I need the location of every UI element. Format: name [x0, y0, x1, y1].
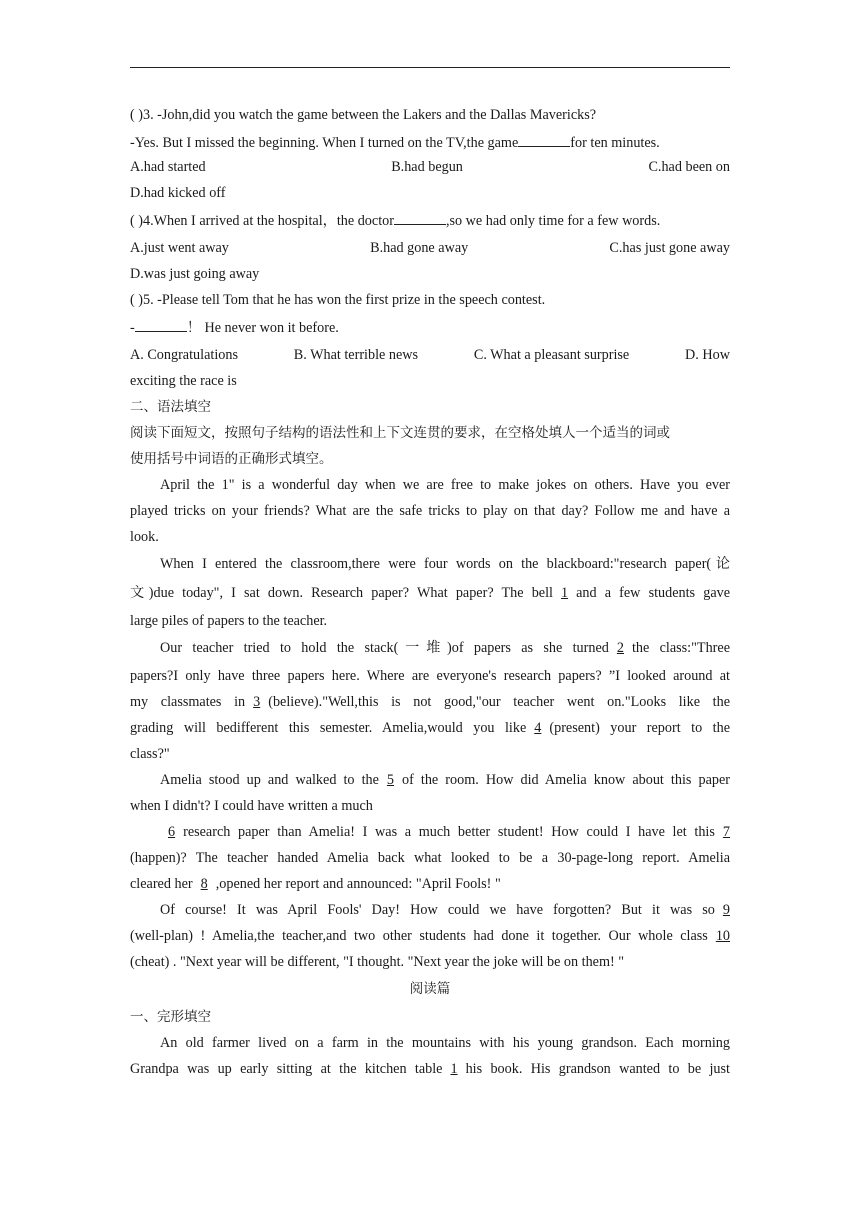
passage-line: grading will bedifferent this semester. Amelia,would you like 4 (present) your report to the: [130, 720, 730, 736]
q5-options: [130, 342, 730, 368]
q5-option-b: B. What terrible news: [293, 347, 419, 363]
q4-stem: ( )4.When I arrived at the hospital，the doctor ,so we had only time for a few words.: [130, 206, 730, 235]
q5-option-c: C. What a pleasant surprise: [473, 347, 630, 363]
answer-blank: [518, 128, 570, 147]
section-instruction: 阅读下面短文，按照句子结构的语法性和上下文连贯的要求，在空格处填人一个适当的词或: [130, 425, 670, 441]
blank-1: 1: [450, 1061, 458, 1077]
passage-line: my classmates in 3 (believe)."Well,this is not good,"our teacher went on."Looks like the: [130, 694, 730, 710]
blank-10: 10: [715, 928, 730, 944]
passage-line: large piles of papers to the teacher.: [130, 613, 328, 629]
q3-stem: ( )3. -John,did you watch the game between the Lakers and the Dallas Mavericks?: [130, 107, 597, 123]
q3-option-a: A.had started: [130, 159, 206, 175]
passage-line: class?": [130, 746, 170, 762]
passage-line: 文)due today", I sat down. Research paper? What paper? The bell 1 and a few students gave: [130, 585, 730, 601]
blank-9: 9: [722, 902, 730, 918]
q3-option-d: D.had kicked off: [130, 185, 226, 201]
section-instruction-cont: 使用括号中词语的正确形式填空。: [130, 451, 333, 467]
blank-2: 2: [616, 640, 624, 656]
blank-3: 3: [253, 694, 261, 710]
blank-5: 5: [386, 772, 395, 788]
passage-line: An old farmer lived on a farm in the mountains with his young grandson. Each morning: [160, 1035, 730, 1051]
q4-option-c: C.has just gone away: [609, 240, 730, 256]
section-title-grammar: 二、语法填空: [130, 399, 211, 415]
q5-stem: ( )5. -Please tell Tom that he has won the first prize in the speech contest.: [130, 292, 546, 308]
passage-line: when I didn't? I could have written a much: [130, 798, 373, 814]
passage-line: look.: [130, 529, 159, 545]
q5-option-d: D. How: [685, 347, 730, 363]
passage-line: When I entered the classroom,there were four words on the blackboard:"research paper(论: [160, 556, 730, 572]
q4-options: [130, 235, 730, 261]
q3-option-b: B.had begun: [391, 159, 463, 175]
passage-line: Our teacher tried to hold the stack(一堆)of papers as she turned 2 the class:"Three: [160, 640, 730, 656]
q4-option-d: D.was just going away: [130, 266, 260, 282]
header-rule: [130, 67, 730, 68]
blank-6: 6: [168, 824, 176, 840]
passage-line: Of course! It was April Fools' Day! How could we have forgotten? But it was so 9: [160, 902, 730, 918]
passage-line: (happen)? The teacher handed Amelia back what looked to be a 30-page-long report. Amelia: [130, 850, 730, 866]
document-page: [130, 102, 730, 1082]
passage-line: played tricks on your friends? What are the safe tricks to play on that day? Follow me and have a: [130, 503, 730, 519]
passage-line: Grandpa was up early sitting at the kitchen table 1 his book. His grandson wanted to be just: [130, 1061, 730, 1077]
blank-4: 4: [534, 720, 542, 736]
section-title-cloze: 一、完形填空: [130, 1009, 211, 1025]
blank-7: 7: [722, 824, 730, 840]
passage-line: Amelia stood up and walked to the 5 of the room. How did Amelia know about this paper: [160, 772, 730, 788]
answer-blank: [394, 206, 446, 225]
answer-blank: [135, 313, 187, 332]
blank-8: 8: [200, 876, 208, 892]
blank-1: 1: [561, 585, 569, 601]
passage-line: (well-plan) ! Amelia,the teacher,and two other students had done it together. Our whole class 10: [130, 928, 730, 944]
q4-option-a: A.just went away: [130, 240, 229, 256]
passage-line: 6 research paper than Amelia! I was a much better student! How could I have let this 7: [130, 819, 730, 845]
passage-line: April the 1" is a wonderful day when we are free to make jokes on others. Have you ever: [160, 477, 730, 493]
q5-option-a: A. Congratulations: [130, 347, 238, 363]
q5-dialog: - ！ He never won it before.: [130, 313, 730, 342]
q3-option-c: C.had been on: [648, 159, 730, 175]
passage-line: cleared her 8 ,opened her report and announced: "April Fools! ": [130, 876, 501, 892]
passage-line: (cheat) . "Next year will be different, "I thought. "Next year the joke will be on them! ": [130, 954, 625, 970]
q5-option-d-continued: exciting the race is: [130, 373, 237, 389]
q3-dialog: -Yes. But I missed the beginning. When I turned on the TV,the game for ten minutes.: [130, 128, 730, 154]
q3-options: [130, 154, 730, 180]
passage-line: papers?I only have three papers here. Where are everyone's research papers? ”I looked around at: [130, 668, 730, 684]
q4-option-b: B.had gone away: [370, 240, 469, 256]
reading-heading: 阅读篇: [409, 981, 451, 997]
